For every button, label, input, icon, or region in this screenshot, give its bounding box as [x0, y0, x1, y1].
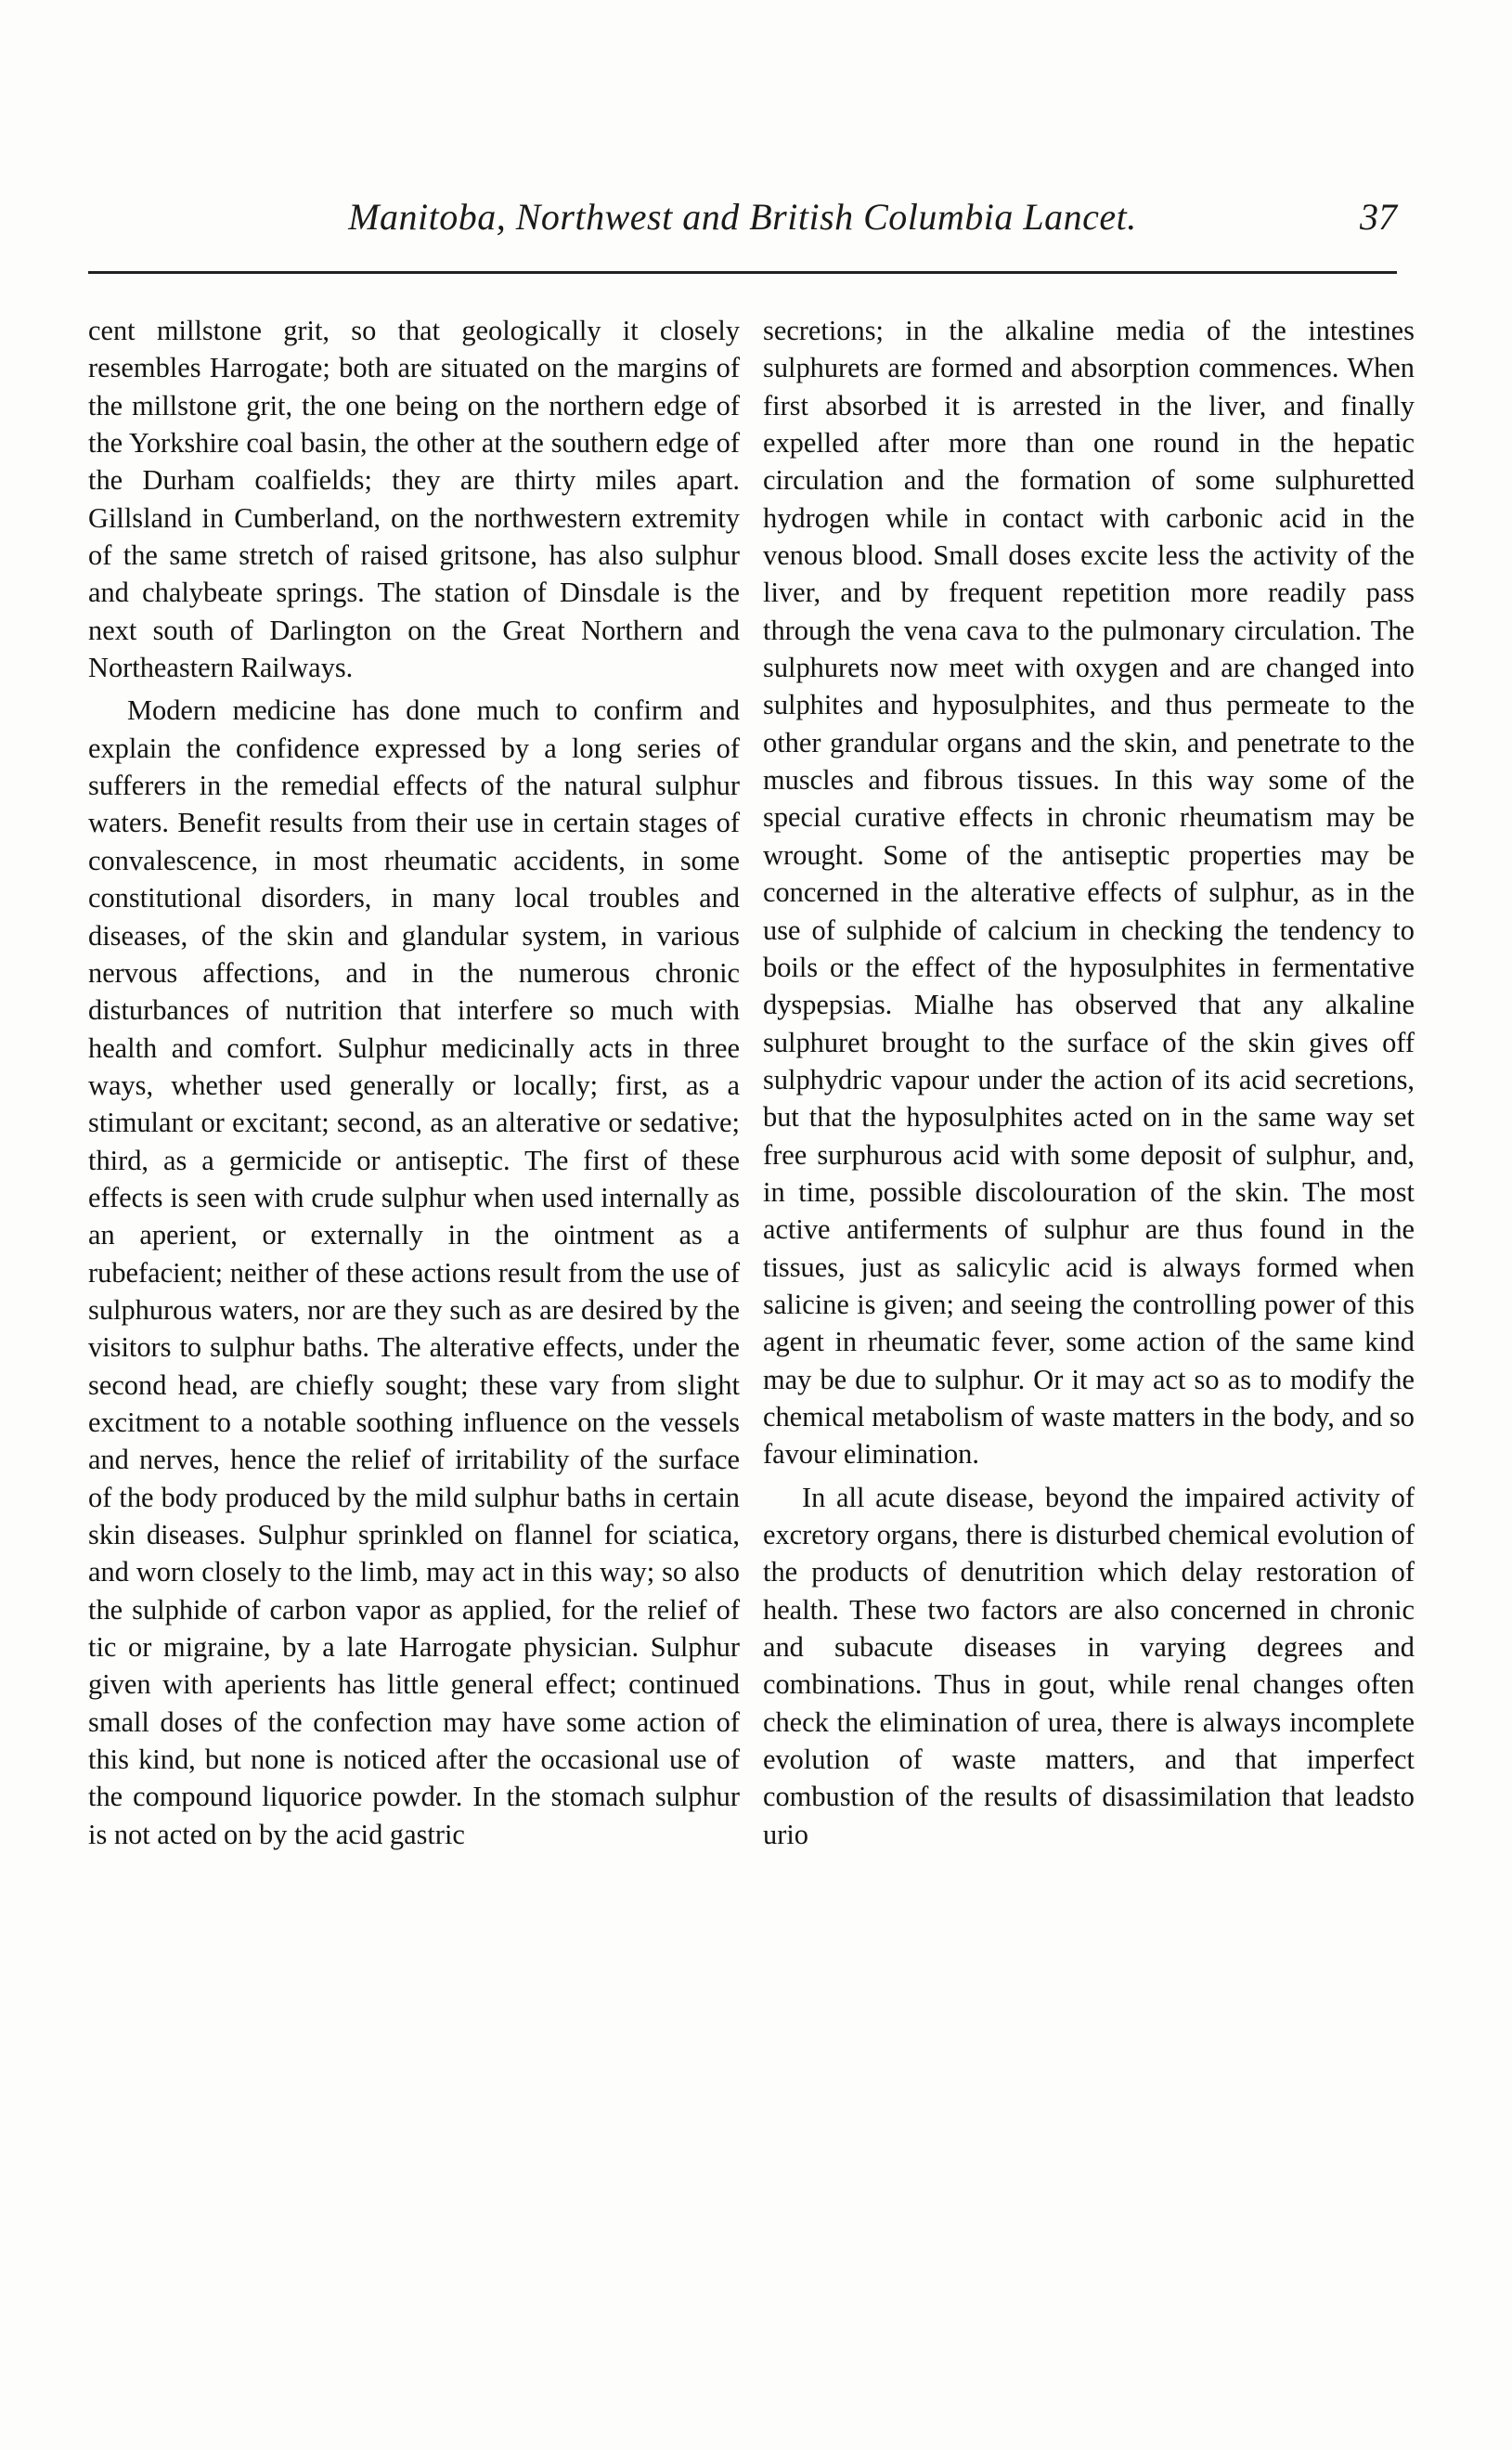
right-paragraph-2: In all acute disease, beyond the impaired activity of excretory organs, there is disturbed chemical evolution of the products of denutrition which delay restoration of health. These two factors are also concerned in chronic and subacute diseases in varying degrees and combinations. Thus in gout, while renal changes often check the elimination of urea, there is always incomplete evolution of waste matters, and that imperfect combustion of the results of disassimilation that leadsto urio: [763, 1481, 1415, 1850]
page-number: 37: [1360, 196, 1397, 238]
left-column: [88, 312, 740, 1853]
left-paragraph-2: Modern medicine has done much to confirm and explain the confidence expressed by a long series of sufferers in the remedial effects of the natural sulphur waters. Benefit results from their use in certain stages of convalescence, in most rheumatic accidents, in some constitutional disorders, in many local troubles and diseases, of the skin and glandular system, in various nervous affections, and in the numerous chronic disturbances of nutrition that interfere so much with health and comfort. Sulphur medicinally acts in three ways, whether used generally or locally; first, as a stimulant or excitant; second, as an alterative or sedative; third, as a germicide or antiseptic. The first of these effects is seen with crude sulphur when used internally as an aperient, or externally in the ointment as a rubefacient; neither of these actions result from the use of sulphurous waters, nor are they such as are desired by the visitors to sulphur baths. The alterative effects, under the second head, are chiefly sought; these vary from slight excitment to a notable soothing influence on the vessels and nerves, hence the relief of irritability of the surface of the body produced by the mild sulphur baths in certain skin diseases. Sulphur sprinkled on flannel for sciatica, and worn closely to the limb, may act in this way; so also the sulphide of carbon vapor as applied, for the relief of tic or migraine, by a late Harrogate physician. Sulphur given with aperients has little general effect; continued small doses of the confection may have some action of this kind, but none is noticed after the occasional use of the compound liquorice powder. In the stomach sulphur is not acted on by the acid gastric: [88, 694, 740, 1850]
page-header: [88, 195, 1397, 251]
left-paragraph-1: cent millstone grit, so that geologically it closely resembles Harrogate; both are situated on the margins of the millstone grit, the one being on the northern edge of the Yorkshire coal basin, the other at the southern edge of the Durham coalfields; they are thirty miles apart. Gillsland in Cumberland, on the northwestern extremity of the same stretch of raised gritsone, has also sulphur and chalybeate springs. The station of Dinsdale is the next south of Darlington on the Great Northern and Northeastern Railways.: [88, 315, 740, 684]
header-rule: [88, 271, 1397, 274]
right-paragraph-1: secretions; in the alkaline media of the intestines sulphurets are formed and absorption commences. When first absorbed it is arrested in the liver, and finally expelled after more than one round in the hepatic circulation and the formation of some sulphuretted hydrogen while in contact with carbonic acid in the venous blood. Small doses excite less the activity of the liver, and by frequent repetition more readily pass through the vena cava to the pulmonary circulation. The sulphurets now meet with oxygen and are changed into sulphites and hyposulphites, and thus permeate to the other grandular organs and the skin, and penetrate to the muscles and fibrous tissues. In this way some of the special curative effects in chronic rheumatism may be wrought. Some of the antiseptic properties may be concerned in the alterative effects of sulphur, as in the use of sulphide of calcium in checking the tendency to boils or the effect of the hyposulphites in fermentative dyspepsias. Mialhe has observed that any alkaline sulphuret brought to the surface of the skin gives off sulphydric vapour under the action of its acid secretions, but that the hyposulphites acted on in the same way set free surphurous acid with some deposit of sulphur, and, in time, possible discolouration of the skin. The most active antiferments of sulphur are thus found in the tissues, just as salicylic acid is always formed when salicine is given; and seeing the controlling power of this agent in rheumatic fever, some action of the same kind may be due to sulphur. Or it may act so as to modify the chemical metabolism of waste matters in the body, and so favour elimination.: [763, 315, 1415, 1471]
right-column: [763, 312, 1415, 1853]
running-title: Manitoba, Northwest and British Columbia Lancet.: [348, 196, 1137, 238]
